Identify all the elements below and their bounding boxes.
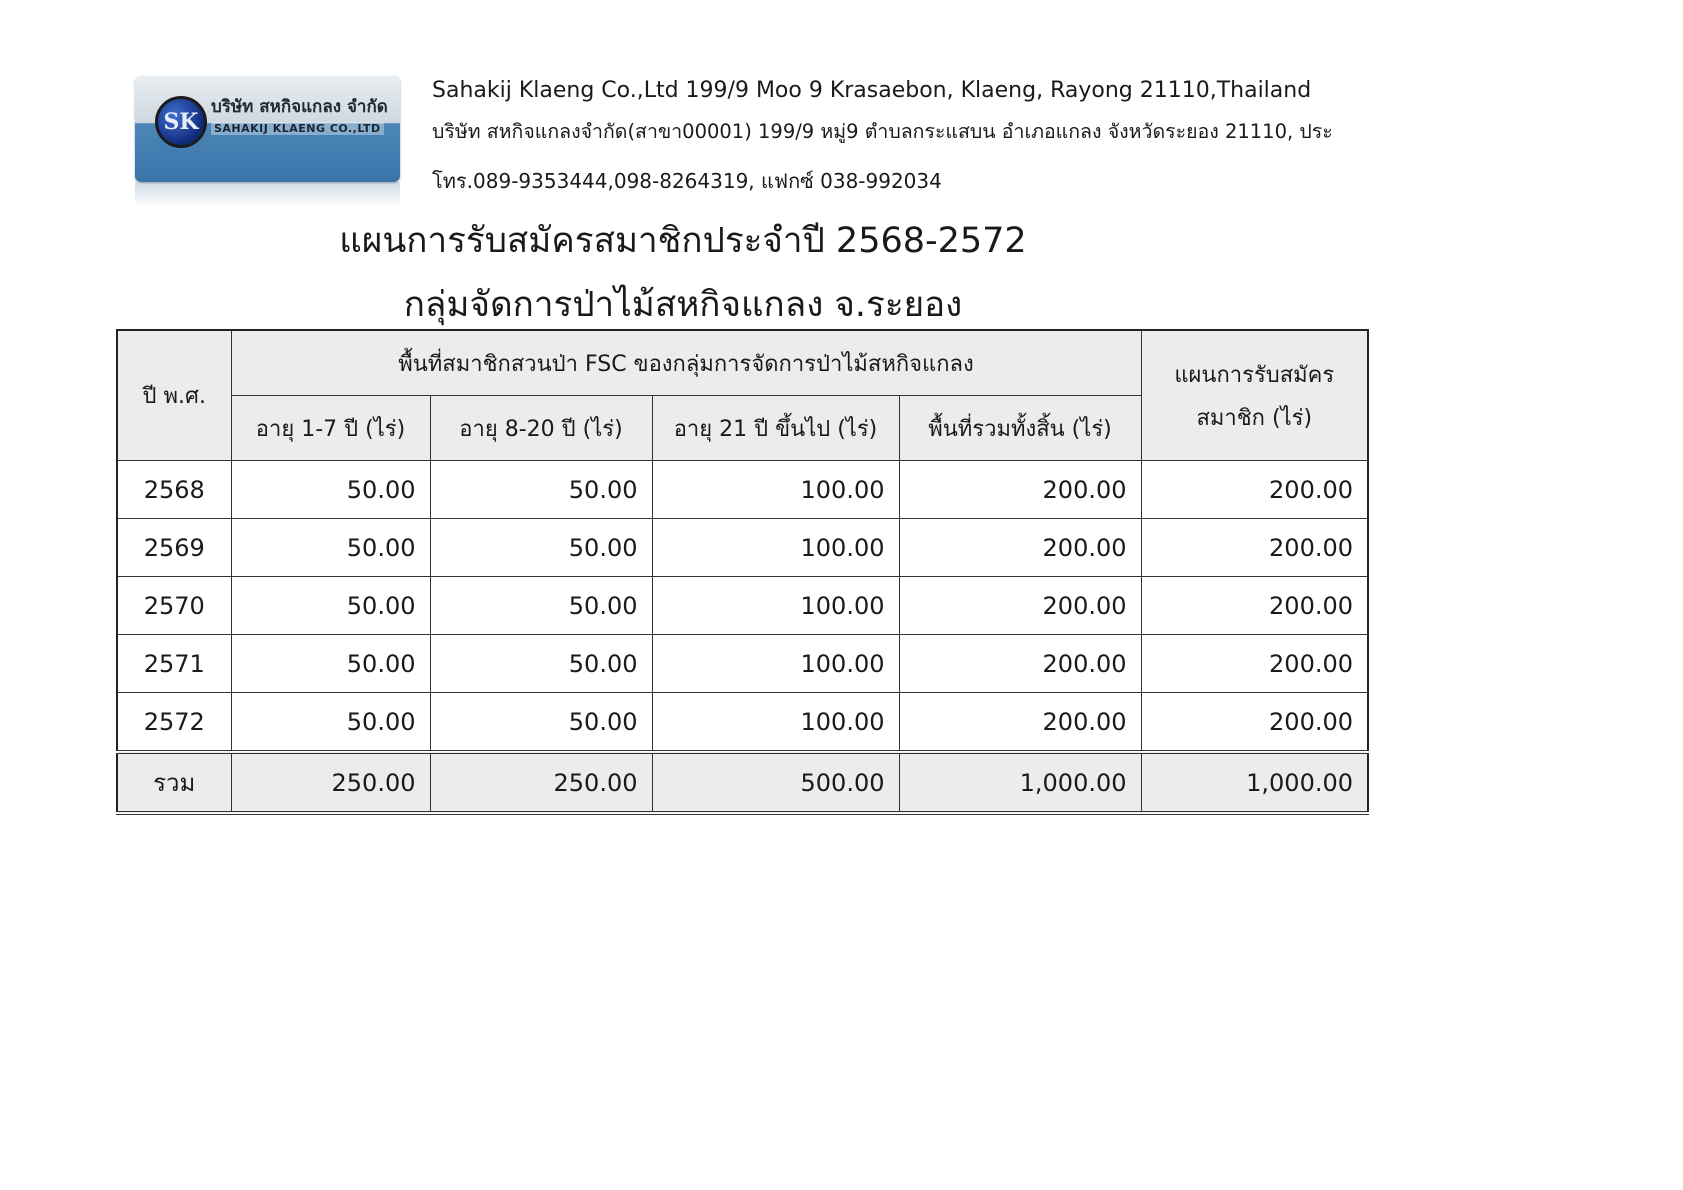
cell-plan: 200.00 — [1141, 693, 1368, 753]
logo-reflection — [135, 182, 400, 208]
cell-total-area: 200.00 — [899, 461, 1141, 519]
cell-age-21-plus: 100.00 — [652, 519, 899, 577]
header-plan — [1141, 330, 1368, 461]
cell-year: 2570 — [117, 577, 231, 635]
membership-plan-table — [116, 329, 1369, 815]
header-fsc-area-group: พื้นที่สมาชิกสวนป่า FSC ของกลุ่มการจัดการป่าไม้สหกิจแกลง — [231, 330, 1141, 396]
cell-age-1-7: 50.00 — [231, 519, 430, 577]
header-age-8-20: อายุ 8-20 ปี (ไร่) — [430, 396, 652, 461]
cell-age-21-plus: 100.00 — [652, 693, 899, 753]
company-contact: โทร.089-9353444,098-8264319, แฟกซ์ 038-992034 — [432, 169, 942, 193]
table-row — [117, 577, 1368, 635]
table-header-row — [117, 330, 1368, 396]
cell-total-age-8-20: 250.00 — [430, 752, 652, 813]
cell-age-21-plus: 100.00 — [652, 635, 899, 693]
cell-age-1-7: 50.00 — [231, 635, 430, 693]
header-total-area: พื้นที่รวมทั้งสิ้น (ไร่) — [899, 396, 1141, 461]
cell-total-area: 200.00 — [899, 577, 1141, 635]
company-logo — [135, 76, 400, 208]
cell-year: 2568 — [117, 461, 231, 519]
cell-age-21-plus: 100.00 — [652, 461, 899, 519]
cell-year: 2569 — [117, 519, 231, 577]
cell-age-8-20: 50.00 — [430, 693, 652, 753]
header-plan-line1: แผนการรับสมัคร — [1174, 362, 1335, 388]
company-address-thai: บริษัท สหกิจแกลงจำกัด(สาขา00001) 199/9 หมู่9 ตำบลกระแสบน อำเภอแกลง จังหวัดระยอง 21110, ประ — [432, 120, 1333, 143]
cell-total-plan: 1,000.00 — [1141, 752, 1368, 813]
cell-year: 2571 — [117, 635, 231, 693]
cell-plan: 200.00 — [1141, 519, 1368, 577]
table-row — [117, 461, 1368, 519]
cell-age-1-7: 50.00 — [231, 693, 430, 753]
header-year: ปี พ.ศ. — [117, 330, 231, 461]
cell-age-8-20: 50.00 — [430, 577, 652, 635]
cell-total-area-sum: 1,000.00 — [899, 752, 1141, 813]
cell-age-1-7: 50.00 — [231, 577, 430, 635]
logo-plate — [135, 76, 400, 182]
document-subtitle: กลุ่มจัดการป่าไม้สหกิจแกลง จ.ระยอง — [403, 285, 963, 325]
company-address-english: Sahakij Klaeng Co.,Ltd 199/9 Moo 9 Krasaebon, Klaeng, Rayong 21110,Thailand — [432, 78, 1312, 103]
document-title: แผนการรับสมัครสมาชิกประจำปี 2568-2572 — [339, 221, 1027, 261]
cell-plan: 200.00 — [1141, 577, 1368, 635]
table-row — [117, 635, 1368, 693]
cell-year: 2572 — [117, 693, 231, 753]
logo-name-english: SAHAKIJ KLAENG CO.,LTD — [211, 122, 384, 135]
cell-age-21-plus: 100.00 — [652, 577, 899, 635]
cell-total-area: 200.00 — [899, 519, 1141, 577]
table-row — [117, 519, 1368, 577]
cell-plan: 200.00 — [1141, 461, 1368, 519]
logo-emblem: SK — [155, 96, 207, 148]
cell-total-area: 200.00 — [899, 693, 1141, 753]
cell-age-1-7: 50.00 — [231, 461, 430, 519]
header-plan-line2: สมาชิก (ไร่) — [1196, 405, 1313, 431]
cell-total-label: รวม — [117, 752, 231, 813]
cell-age-8-20: 50.00 — [430, 461, 652, 519]
cell-total-area: 200.00 — [899, 635, 1141, 693]
cell-total-age-1-7: 250.00 — [231, 752, 430, 813]
header-age-1-7: อายุ 1-7 ปี (ไร่) — [231, 396, 430, 461]
cell-age-8-20: 50.00 — [430, 635, 652, 693]
cell-age-8-20: 50.00 — [430, 519, 652, 577]
table-total-row — [117, 752, 1368, 813]
cell-total-age-21-plus: 500.00 — [652, 752, 899, 813]
logo-name-thai: บริษัท สหกิจแกลง จำกัด — [211, 97, 388, 117]
cell-plan: 200.00 — [1141, 635, 1368, 693]
header-age-21-plus: อายุ 21 ปี ขึ้นไป (ไร่) — [652, 396, 899, 461]
table-row — [117, 693, 1368, 753]
